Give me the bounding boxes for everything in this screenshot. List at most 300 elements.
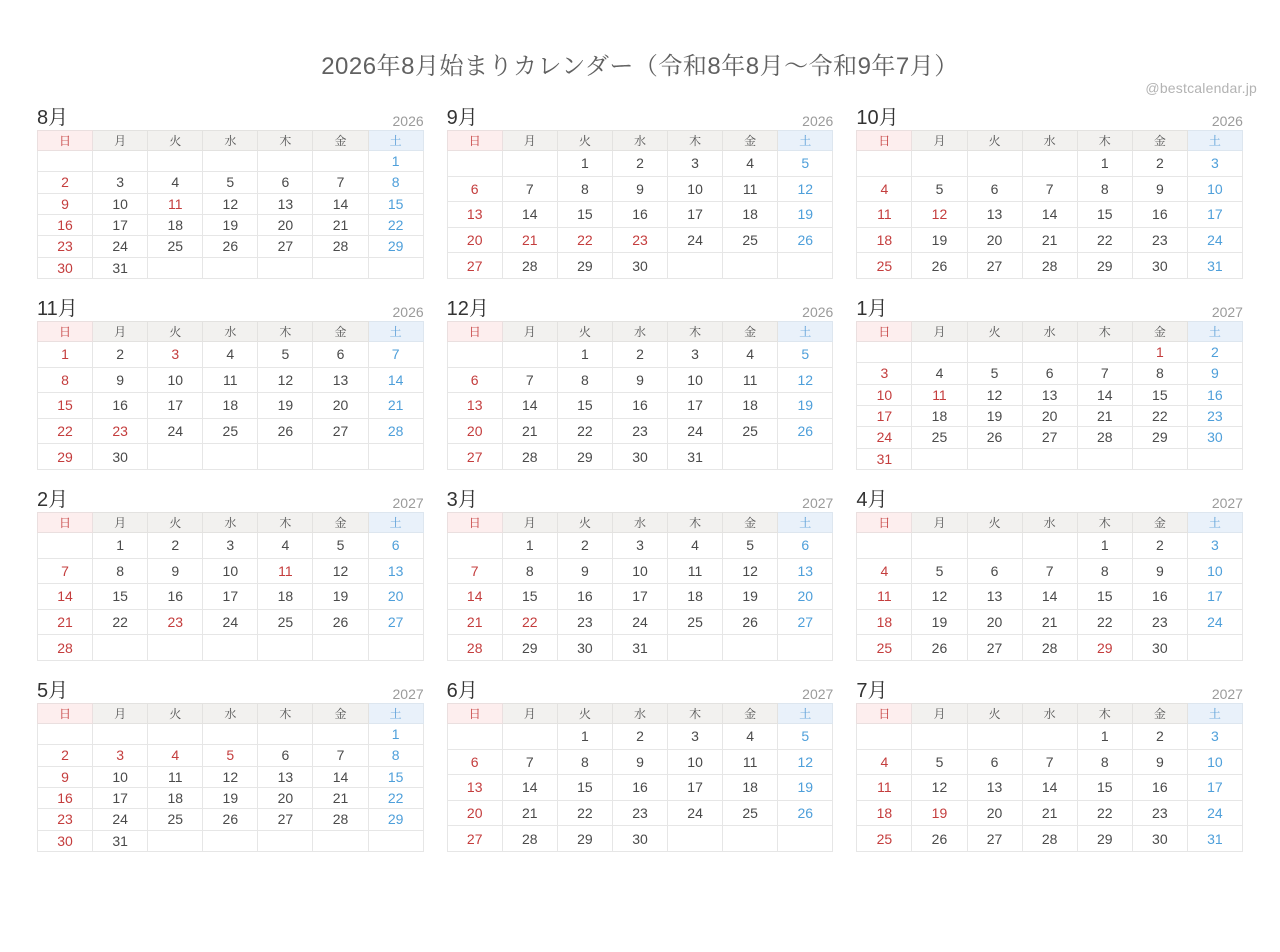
day-cell: 30 (612, 826, 667, 852)
day-cell: 27 (258, 809, 313, 830)
weekday-header-cell: 月 (502, 704, 557, 724)
weekday-header-row (447, 513, 833, 533)
empty-cell (668, 826, 723, 852)
empty-cell (38, 533, 93, 559)
day-cell: 26 (912, 826, 967, 852)
empty-cell (368, 444, 423, 470)
day-cell: 12 (258, 367, 313, 393)
day-cell: 16 (38, 787, 93, 808)
day-cell: 16 (1132, 584, 1187, 610)
empty-cell (912, 151, 967, 177)
week-row (38, 724, 424, 745)
day-cell: 17 (1187, 584, 1242, 610)
weekday-header-cell: 金 (1132, 704, 1187, 724)
day-cell: 28 (38, 635, 93, 661)
weekday-header-cell: 火 (148, 322, 203, 342)
day-cell: 21 (502, 227, 557, 253)
day-cell: 15 (38, 393, 93, 419)
empty-cell (723, 444, 778, 470)
day-cell: 24 (857, 427, 912, 448)
weekday-header-cell: 日 (447, 704, 502, 724)
day-cell: 8 (557, 176, 612, 202)
weekday-header-cell: 日 (447, 322, 502, 342)
day-cell: 24 (668, 418, 723, 444)
day-cell: 11 (148, 193, 203, 214)
day-cell: 28 (313, 809, 368, 830)
month-year: 2027 (1211, 495, 1243, 511)
day-cell: 20 (313, 393, 368, 419)
day-cell: 28 (1077, 427, 1132, 448)
month-header (856, 294, 1243, 319)
day-cell: 31 (1187, 253, 1242, 279)
day-cell: 10 (612, 558, 667, 584)
month-label: 2月 (37, 489, 69, 511)
day-cell: 21 (1022, 800, 1077, 826)
weekday-header-cell: 火 (967, 513, 1022, 533)
day-cell: 26 (723, 609, 778, 635)
day-cell: 15 (1132, 384, 1187, 405)
month-table (37, 130, 424, 279)
weekday-header-cell: 日 (857, 513, 912, 533)
empty-cell (148, 151, 203, 172)
empty-cell (313, 635, 368, 661)
empty-cell (313, 830, 368, 851)
empty-cell (203, 635, 258, 661)
empty-cell (148, 257, 203, 278)
day-cell: 27 (447, 253, 502, 279)
week-row (857, 826, 1243, 852)
weekday-header-row (38, 322, 424, 342)
day-cell: 21 (502, 418, 557, 444)
day-cell: 26 (912, 253, 967, 279)
day-cell: 1 (1132, 342, 1187, 363)
day-cell: 8 (368, 172, 423, 193)
week-row (38, 809, 424, 830)
day-cell: 15 (93, 584, 148, 610)
day-cell: 30 (1132, 253, 1187, 279)
empty-cell (668, 635, 723, 661)
day-cell: 22 (368, 214, 423, 235)
week-row (857, 558, 1243, 584)
weekday-header-cell: 木 (258, 322, 313, 342)
day-cell: 24 (1187, 227, 1242, 253)
day-cell: 31 (668, 444, 723, 470)
day-cell: 9 (148, 558, 203, 584)
day-cell: 31 (93, 257, 148, 278)
week-row (857, 775, 1243, 801)
month-table (856, 703, 1243, 852)
weekday-header-cell: 土 (368, 131, 423, 151)
day-cell: 31 (93, 830, 148, 851)
weekday-header-cell: 火 (557, 131, 612, 151)
month-year: 2027 (392, 686, 424, 702)
weekday-header-cell: 金 (1132, 513, 1187, 533)
week-row (38, 558, 424, 584)
week-row (857, 253, 1243, 279)
day-cell: 29 (1077, 635, 1132, 661)
day-cell: 4 (723, 342, 778, 368)
empty-cell (1022, 533, 1077, 559)
weekday-header-cell: 金 (723, 513, 778, 533)
day-cell: 30 (557, 635, 612, 661)
week-row (447, 533, 833, 559)
empty-cell (967, 533, 1022, 559)
weekday-header-cell: 日 (38, 322, 93, 342)
week-row (38, 444, 424, 470)
weekday-header-cell: 水 (612, 704, 667, 724)
day-cell: 1 (1077, 724, 1132, 750)
day-cell: 4 (723, 151, 778, 177)
week-row (447, 342, 833, 368)
day-cell: 26 (778, 418, 833, 444)
day-cell: 7 (1077, 363, 1132, 384)
week-row (38, 609, 424, 635)
weekday-header-cell: 木 (668, 322, 723, 342)
week-row (38, 635, 424, 661)
day-cell: 15 (557, 775, 612, 801)
empty-cell (203, 444, 258, 470)
day-cell: 24 (668, 800, 723, 826)
empty-cell (203, 151, 258, 172)
day-cell: 12 (203, 193, 258, 214)
weekday-header-cell: 日 (38, 513, 93, 533)
month-label: 3月 (446, 489, 478, 511)
day-cell: 24 (612, 609, 667, 635)
week-row (38, 393, 424, 419)
weekday-header-cell: 土 (778, 131, 833, 151)
day-cell: 7 (502, 749, 557, 775)
day-cell: 20 (967, 800, 1022, 826)
month-block (37, 103, 424, 279)
day-cell: 8 (38, 367, 93, 393)
weekday-header-cell: 土 (778, 704, 833, 724)
day-cell: 13 (368, 558, 423, 584)
week-row (447, 584, 833, 610)
weekday-header-cell: 金 (313, 322, 368, 342)
day-cell: 21 (313, 787, 368, 808)
empty-cell (857, 533, 912, 559)
month-block (856, 485, 1243, 661)
month-year: 2026 (802, 304, 834, 320)
weekday-header-cell: 月 (912, 704, 967, 724)
day-cell: 18 (723, 393, 778, 419)
day-cell: 4 (723, 724, 778, 750)
day-cell: 17 (203, 584, 258, 610)
day-cell: 18 (148, 214, 203, 235)
day-cell: 4 (912, 363, 967, 384)
day-cell: 3 (1187, 151, 1242, 177)
empty-cell (447, 342, 502, 368)
day-cell: 4 (148, 745, 203, 766)
week-row (38, 342, 424, 368)
weekday-header-cell: 水 (612, 131, 667, 151)
day-cell: 18 (857, 609, 912, 635)
week-row (447, 176, 833, 202)
week-row (447, 749, 833, 775)
week-row (38, 533, 424, 559)
week-row (38, 367, 424, 393)
day-cell: 8 (1077, 749, 1132, 775)
day-cell: 7 (447, 558, 502, 584)
day-cell: 10 (668, 749, 723, 775)
month-block (856, 676, 1243, 852)
weekday-header-cell: 土 (1187, 131, 1242, 151)
day-cell: 20 (258, 787, 313, 808)
day-cell: 26 (203, 809, 258, 830)
day-cell: 1 (93, 533, 148, 559)
weekday-header-cell: 月 (912, 513, 967, 533)
empty-cell (778, 444, 833, 470)
day-cell: 12 (723, 558, 778, 584)
day-cell: 3 (668, 151, 723, 177)
day-cell: 6 (1022, 363, 1077, 384)
day-cell: 16 (1132, 775, 1187, 801)
day-cell: 26 (258, 418, 313, 444)
day-cell: 12 (912, 775, 967, 801)
empty-cell (1022, 448, 1077, 469)
weekday-header-row (38, 513, 424, 533)
week-row (38, 214, 424, 235)
day-cell: 11 (912, 384, 967, 405)
weekday-header-cell: 金 (723, 704, 778, 724)
day-cell: 3 (668, 342, 723, 368)
day-cell: 25 (148, 809, 203, 830)
day-cell: 12 (967, 384, 1022, 405)
day-cell: 8 (93, 558, 148, 584)
day-cell: 18 (258, 584, 313, 610)
weekday-header-cell: 金 (723, 322, 778, 342)
day-cell: 16 (612, 393, 667, 419)
empty-cell (723, 635, 778, 661)
day-cell: 24 (1187, 800, 1242, 826)
day-cell: 14 (502, 393, 557, 419)
day-cell: 23 (612, 418, 667, 444)
day-cell: 28 (502, 826, 557, 852)
month-label: 11月 (37, 298, 78, 320)
weekday-header-cell: 火 (557, 322, 612, 342)
day-cell: 1 (368, 151, 423, 172)
empty-cell (912, 533, 967, 559)
week-row (857, 584, 1243, 610)
empty-cell (1187, 635, 1242, 661)
day-cell: 17 (148, 393, 203, 419)
empty-cell (502, 342, 557, 368)
day-cell: 8 (557, 749, 612, 775)
day-cell: 22 (1077, 609, 1132, 635)
day-cell: 9 (612, 176, 667, 202)
day-cell: 28 (502, 444, 557, 470)
day-cell: 26 (778, 800, 833, 826)
day-cell: 17 (93, 787, 148, 808)
day-cell: 22 (1132, 405, 1187, 426)
day-cell: 10 (857, 384, 912, 405)
day-cell: 9 (38, 766, 93, 787)
empty-cell (38, 151, 93, 172)
day-cell: 11 (258, 558, 313, 584)
weekday-header-cell: 木 (668, 704, 723, 724)
day-cell: 2 (557, 533, 612, 559)
day-cell: 12 (778, 749, 833, 775)
week-row (447, 775, 833, 801)
day-cell: 1 (1077, 533, 1132, 559)
day-cell: 23 (1187, 405, 1242, 426)
day-cell: 4 (857, 558, 912, 584)
empty-cell (148, 635, 203, 661)
week-row (857, 342, 1243, 363)
day-cell: 19 (778, 202, 833, 228)
weekday-header-cell: 土 (1187, 704, 1242, 724)
day-cell: 2 (38, 745, 93, 766)
day-cell: 5 (967, 363, 1022, 384)
day-cell: 2 (1132, 724, 1187, 750)
week-row (857, 202, 1243, 228)
empty-cell (368, 635, 423, 661)
day-cell: 17 (857, 405, 912, 426)
day-cell: 11 (668, 558, 723, 584)
day-cell: 13 (1022, 384, 1077, 405)
empty-cell (447, 151, 502, 177)
day-cell: 24 (148, 418, 203, 444)
day-cell: 8 (1132, 363, 1187, 384)
weekday-header-cell: 火 (148, 131, 203, 151)
day-cell: 27 (967, 826, 1022, 852)
day-cell: 9 (1187, 363, 1242, 384)
day-cell: 5 (203, 745, 258, 766)
day-cell: 14 (1077, 384, 1132, 405)
weekday-header-cell: 火 (967, 704, 1022, 724)
month-year: 2026 (1211, 113, 1243, 129)
day-cell: 10 (148, 367, 203, 393)
day-cell: 14 (1022, 584, 1077, 610)
day-cell: 6 (967, 558, 1022, 584)
week-row (447, 800, 833, 826)
empty-cell (313, 151, 368, 172)
weekday-header-cell: 水 (612, 513, 667, 533)
empty-cell (258, 444, 313, 470)
weekday-header-cell: 日 (38, 131, 93, 151)
day-cell: 14 (502, 202, 557, 228)
day-cell: 29 (1077, 826, 1132, 852)
day-cell: 24 (668, 227, 723, 253)
day-cell: 13 (967, 775, 1022, 801)
month-header (37, 676, 424, 701)
day-cell: 10 (203, 558, 258, 584)
month-table (447, 703, 834, 852)
months-grid (37, 103, 1243, 852)
day-cell: 28 (1022, 826, 1077, 852)
day-cell: 27 (447, 444, 502, 470)
day-cell: 25 (668, 609, 723, 635)
empty-cell (203, 830, 258, 851)
week-row (447, 418, 833, 444)
day-cell: 14 (313, 766, 368, 787)
day-cell: 3 (93, 172, 148, 193)
day-cell: 7 (313, 745, 368, 766)
day-cell: 13 (258, 193, 313, 214)
weekday-header-cell: 水 (612, 322, 667, 342)
day-cell: 5 (912, 176, 967, 202)
empty-cell (368, 830, 423, 851)
day-cell: 20 (967, 609, 1022, 635)
day-cell: 28 (1022, 635, 1077, 661)
day-cell: 20 (778, 584, 833, 610)
day-cell: 15 (502, 584, 557, 610)
weekday-header-cell: 水 (203, 131, 258, 151)
empty-cell (447, 724, 502, 750)
day-cell: 14 (38, 584, 93, 610)
day-cell: 29 (502, 635, 557, 661)
day-cell: 2 (1132, 533, 1187, 559)
empty-cell (203, 257, 258, 278)
week-row (38, 236, 424, 257)
day-cell: 23 (38, 809, 93, 830)
day-cell: 6 (447, 176, 502, 202)
day-cell: 16 (557, 584, 612, 610)
day-cell: 7 (502, 176, 557, 202)
day-cell: 11 (723, 749, 778, 775)
day-cell: 16 (1132, 202, 1187, 228)
month-table (37, 512, 424, 661)
week-row (857, 427, 1243, 448)
empty-cell (502, 151, 557, 177)
day-cell: 15 (1077, 584, 1132, 610)
weekday-header-cell: 金 (1132, 322, 1187, 342)
month-table (447, 130, 834, 279)
day-cell: 10 (668, 367, 723, 393)
month-block (447, 294, 834, 470)
weekday-header-row (38, 704, 424, 724)
day-cell: 26 (313, 609, 368, 635)
weekday-header-cell: 土 (778, 513, 833, 533)
day-cell: 11 (857, 584, 912, 610)
day-cell: 13 (967, 584, 1022, 610)
weekday-header-row (857, 513, 1243, 533)
day-cell: 2 (148, 533, 203, 559)
day-cell: 5 (258, 342, 313, 368)
month-label: 4月 (856, 489, 888, 511)
weekday-header-cell: 月 (502, 513, 557, 533)
day-cell: 21 (502, 800, 557, 826)
weekday-header-cell: 火 (967, 131, 1022, 151)
month-block (37, 485, 424, 661)
empty-cell (967, 342, 1022, 363)
day-cell: 17 (1187, 202, 1242, 228)
day-cell: 30 (1132, 635, 1187, 661)
day-cell: 20 (447, 418, 502, 444)
day-cell: 2 (1132, 151, 1187, 177)
day-cell: 12 (778, 367, 833, 393)
day-cell: 28 (502, 253, 557, 279)
empty-cell (447, 533, 502, 559)
weekday-header-cell: 水 (203, 322, 258, 342)
day-cell: 14 (502, 775, 557, 801)
day-cell: 5 (778, 151, 833, 177)
week-row (38, 418, 424, 444)
empty-cell (258, 151, 313, 172)
empty-cell (258, 830, 313, 851)
day-cell: 4 (668, 533, 723, 559)
weekday-header-cell: 水 (203, 513, 258, 533)
empty-cell (912, 724, 967, 750)
day-cell: 27 (778, 609, 833, 635)
week-row (38, 787, 424, 808)
day-cell: 10 (668, 176, 723, 202)
day-cell: 22 (38, 418, 93, 444)
day-cell: 7 (313, 172, 368, 193)
empty-cell (258, 635, 313, 661)
weekday-header-cell: 火 (967, 322, 1022, 342)
day-cell: 4 (203, 342, 258, 368)
